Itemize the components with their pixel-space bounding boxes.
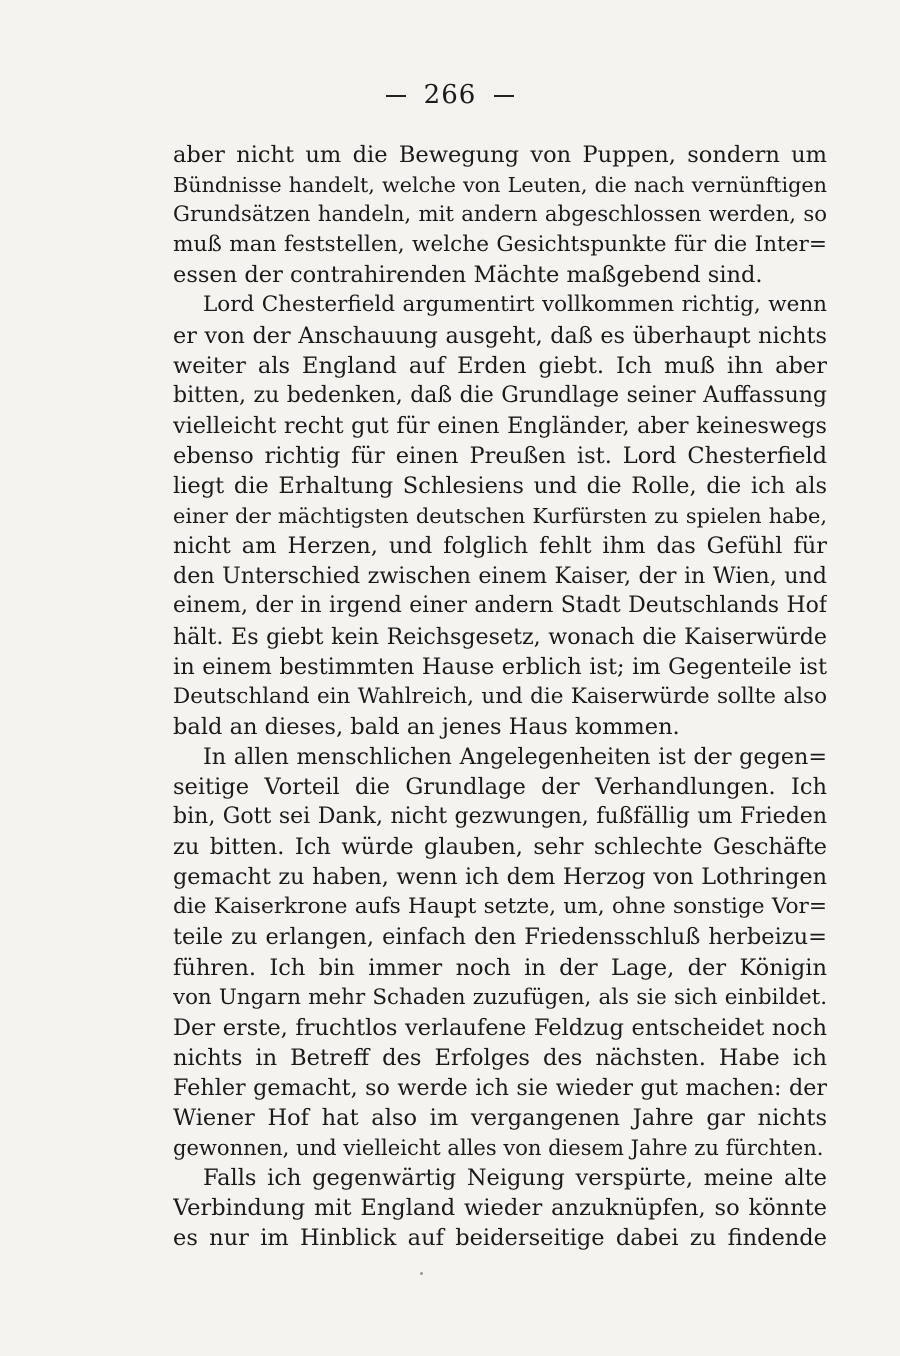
text-line: aber nicht um die Bewegung von Puppen, sondern um [173,142,827,168]
text-line: gemacht zu haben, wenn ich dem Herzog von Lothringen [173,864,827,891]
text-line: essen der contrahirenden Mächte maßgebend sind. [173,262,763,289]
text-line: Deutschland ein Wahlreich, und die Kaiserwürde sollte also [173,683,827,709]
text-line: bin, Gott sei Dank, nicht gezwungen, fußfällig um Frieden [173,804,827,830]
text-line: nichts in Betreff des Erfolges des nächsten. Habe ich [173,1044,827,1071]
text-line: den Unterschied zwischen einem Kaiser, der in Wien, und [173,563,827,590]
body-text [173,140,827,1253]
text-line: er von der Anschauung ausgeht, daß es überhaupt nichts [173,322,827,349]
text-line: einem, der in irgend einer andern Stadt Deutschlands Hof [173,593,827,619]
text-line: von Ungarn mehr Schaden zuzufügen, als sie sich einbildet. [173,984,827,1010]
text-line: ebenso richtig für einen Preußen ist. Lord Chesterfield [173,442,827,469]
text-line: bitten, zu bedenken, daß die Grundlage seiner Auffassung [173,382,827,408]
text-line: Bündnisse handelt, welche von Leuten, die nach vernünftigen [173,173,827,198]
page-number: 266 [423,80,477,110]
text-line: nicht am Herzen, und folglich fehlt ihm das Gefühl für [173,533,827,560]
text-line: Grundsätzen handeln, mit andern abgeschlossen werden, so [173,202,827,228]
text-line: seitige Vorteil die Grundlage der Verhandlungen. Ich [173,773,827,800]
text-line: muß man feststellen, welche Gesichtspunkte für die Inter= [173,232,827,258]
text-line: weiter als England auf Erden giebt. Ich muß ihn aber [173,352,827,379]
text-line: zu bitten. Ich würde glauben, sehr schlechte Geschäfte [173,834,827,861]
text-line: liegt die Erhaltung Schlesiens und die Rolle, die ich als [173,473,827,500]
left-dash [386,95,406,97]
text-line: bald an dieses, bald an jenes Haus kommen. [173,713,680,740]
text-line: es nur im Hinblick auf beiderseitige dabei zu findende [173,1225,827,1252]
text-line: gewonnen, und vielleicht alles von diesem Jahre zu fürchten. [173,1135,824,1161]
text-line: einer der mächtigsten deutschen Kurfürsten zu spielen habe, [173,504,827,529]
text-line: die Kaiserkrone aufs Haupt setzte, um, ohne sonstige Vor= [173,894,827,920]
text-line: teile zu erlangen, einfach den Friedensschluß herbeizu= [173,924,827,951]
text-line: In allen menschlichen Angelegenheiten ist der gegen= [203,743,827,770]
text-line: Fehler gemacht, so werde ich sie wieder gut machen: der [173,1074,827,1101]
paper-speck [420,1272,423,1275]
text-line: hält. Es giebt kein Reichsgesetz, wonach die Kaiserwürde [173,623,827,650]
text-line: Der erste, fruchtlos verlaufene Feldzug entscheidet noch [173,1014,827,1041]
text-line: vielleicht recht gut für einen Engländer, aber keineswegs [173,412,827,439]
text-line: Wiener Hof hat also im vergangenen Jahre gar nichts [173,1105,827,1131]
page-number-header [0,80,900,110]
text-line: Falls ich gegenwärtig Neigung verspürte, meine alte [203,1165,827,1192]
text-line: Verbindung mit England wieder anzuknüpfen, so könnte [173,1195,827,1222]
right-dash [494,95,514,97]
text-line: in einem bestimmten Hause erblich ist; im Gegenteile ist [173,653,827,680]
text-line: führen. Ich bin immer noch in der Lage, der Königin [173,954,827,981]
text-line: Lord Chesterfield argumentirt vollkommen richtig, wenn [203,292,827,318]
